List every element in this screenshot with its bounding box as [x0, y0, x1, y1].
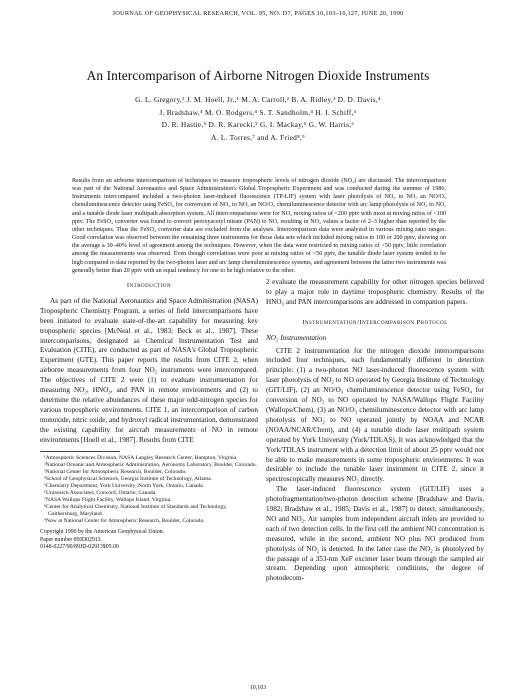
footnotes	[40, 455, 258, 526]
footnote: ²National Oceanic and Atmospheric Administration, Aeronomy Laboratory, Boulder, Colorado.	[44, 461, 257, 468]
footnote: ³National Center for Atmospheric Research, Boulder, Colorado.	[44, 468, 187, 475]
author-list	[40, 94, 476, 144]
page-number: 10,103	[249, 685, 267, 691]
issn-line: 0148-0227/90/89JD-02913$05.00	[40, 544, 119, 551]
footnote: ⁶Unisearch Associates, Concord, Ontario, Canada.	[44, 489, 157, 496]
subsection-heading-no2: NO₂ Instrumentation	[266, 333, 327, 342]
copyright-block	[40, 529, 258, 551]
article-title: An Intercomparison of Airborne Nitrogen Dioxide Instruments	[86, 68, 430, 83]
footnote: ⁸Center for Analytical Chemistry, National Institute of Standards and Technology, Gaithersburg, Maryland.	[44, 504, 227, 518]
footnote: ¹Atmospheric Sciences Division, NASA Langley Research Center, Hampton, Virginia.	[44, 454, 238, 461]
section-heading-instrumentation: Instrumentation/Intercomparison Protocol	[302, 318, 448, 326]
copyright-line: Copyright 1990 by the American Geophysical Union.	[40, 529, 165, 536]
footnote: ⁷NASA Wallops Flight Facility, Wallops Island, Virginia.	[44, 497, 172, 504]
paper-number: Paper number 89JD02913.	[40, 536, 102, 543]
section-heading-introduction: Introduction	[126, 282, 172, 289]
footnote: ⁵Chemistry Department, York University, North York, Ontario, Canada.	[44, 482, 205, 489]
right-column	[266, 278, 484, 584]
footnote: ⁴School of Geophysical Sciences, Georgia Institute of Technology, Atlanta.	[44, 475, 212, 482]
intro-paragraph-continued: 2 evaluate the measurement capability for other nitrogen species believed to play a major role in daytime tropospheric chemistry. Results of the HNO₃ and PAN intercomparisons are addressed in companion papers.	[266, 278, 484, 306]
lif-paragraph: The laser-induced fluorescence system (GIT/LIF) uses a photofragmentation/two-photon detection scheme [Bradshaw and Davis, 1982; Bradshaw et al., 1985; Davis et al., 1987] to detect, simultaneously, NO and NO₂. Air samples from independent aircraft inlets are provided to each of two detection cells. In the first cell the ambient NO concentration is measured, while in the second, ambient NO plus NO produced from photolysis of NO₂ is detected. In the latter case the NO₂ is photolyzed by the passage of a 353-nm XeF excimer laser beam through the sampled air stream. Depending upon atmospheric conditions, the degree of photodecom-	[266, 485, 484, 583]
author-line: J. Bradshaw,⁴ M. O. Rodgers,⁴ S. T. Sandholm,⁴ H. I. Schiff,⁵	[159, 107, 357, 117]
intro-paragraph: As part of the National Aeronautics and Space Administration (NASA) Tropospheric Chemistry Program, a series of field intercomparisons have been initiated to evaluate state-of-the-art capability for measuring key tropospheric species [McNeal et al., 1983; Beck et al., 1987]. These intercomparisons, designated as Chemical Instrumentation Test and Evaluation (CITE), are conducted as part of NASA's Global Tropospheric Experiment (GTE). This paper reports the results from CITE 2, when airborne measurements from four NO₂ instruments were intercompared. The objectives of CITE 2 were (1) to evaluate instrumentation for measuring NO₂, HNO₃, and PAN in remote environments and (2) to determine the relative abundances of these major odd-nitrogen species for various tropospheric environments. CITE 1, an intercomparison of carbon monoxide, nitric oxide, and hydroxyl radical instrumentation, demonstrated the existing capability for aircraft measurements of NO in remote environments [Hoell et al., 1987]. Results from CITE	[40, 296, 258, 444]
author-line: D. R. Hastie,⁵ D. R. Karecki,⁵ G. I. Mackay,⁶ G. W. Harris,⁶	[161, 120, 355, 129]
abstract: Results from an airborne intercomparison of techniques to measure tropospheric levels of nitrogen dioxide (NO₂) are discussed. The intercomparison was part of the National Aeronautics and Space Administration's Global Tropospheric Experiment and was conducted during the summer of 1986. Instruments intercompared included a two-photon laser-induced fluorescence (TP-LIF) system with laser photolysis of NO₂ to NO, an NO/O₃ chemiluminescence detector using FeSO₄ for conversion of NO₂ to NO, an NO/O₃ chemiluminescence detector with arc lamp photolysis of NO₂ to NO, and a tunable diode laser multipath absorption system. All intercomparisons were for NO₂ mixing ratios of <200 pptv with most at mixing ratios of <100 pptv. The FeSO₄ converter was found to convert peroxyacetyl nitrate (PAN) to NO, resulting in NO₂ values a factor of 2–3 higher than reported by the other techniques. Thus the FeSO₄ converter data are excluded from the analyses. Intercomparison data were analyzed in various mixing ratio ranges. Good correlation was observed between the remaining three instruments for those data sets which included mixing ratios to 100 or 200 pptv, showing on the average a 30–40% level of agreement among the techniques. However, when the data were restricted to mixing ratios of <50 pptv, little correlation among the measurements was observed. Even though correlations were poor at mixing ratios of <50 pptv, the tunable diode laser system tended to be high compared to data reported by the two-photon laser and arc lamp chemiluminescence systems, and agreement between the latter two instruments was generally better than 20 pptv with an equal tendency for one to be high relative to the other.	[72, 178, 446, 274]
left-column	[40, 281, 258, 552]
footnote: ⁹Now at National Center for Atmospheric Research, Boulder, Colorado.	[44, 518, 205, 525]
running-head: JOURNAL OF GEOPHYSICAL RESEARCH, VOL. 95, NO. D7, PAGES 10,103–10,127, JUNE 20, 1990	[112, 10, 404, 17]
author-line: G. L. Gregory,¹ J. M. Hoell, Jr.,¹ M. A. Carroll,² B. A. Ridley,³ D. D. Davis,⁴	[135, 95, 381, 104]
author-line: A. L. Torres,⁷ and A. Fried⁸,⁹	[211, 132, 305, 142]
instrumentation-paragraph: CITE 2 instrumentation for the nitrogen dioxide intercomparisons included four techniques, each fundamentally different in detection principle: (1) a two-photon NO laser-induced fluorescence system with laser photolysis of NO₂ to NO operated by Georgia Institute of Technology (GIT/LIF), (2) an NO/O₃ chemiluminescence detector using FeSO₄ for conversion of NO₂ to NO operated by NASA/Wallops Flight Facility (Wallops/Chem), (3) an NO/O₃ chemiluminescence detector with arc lamp photolysis of NO₂ to NO operated jointly by NOAA and NCAR (NOAA/NCAR/Chem), and (4) a tunable diode laser multipath system operated by York University (York/TDLAS). It was acknowledged that the York/TDLAS instrument with a detection limit of about 25 pptv would not be able to make measurements in some tropospheric environments. It was desirable to include the tunable laser instrument in CITE 2, since it spectroscopically measures NO₂ directly.	[266, 346, 484, 484]
footnote-divider	[40, 451, 120, 452]
